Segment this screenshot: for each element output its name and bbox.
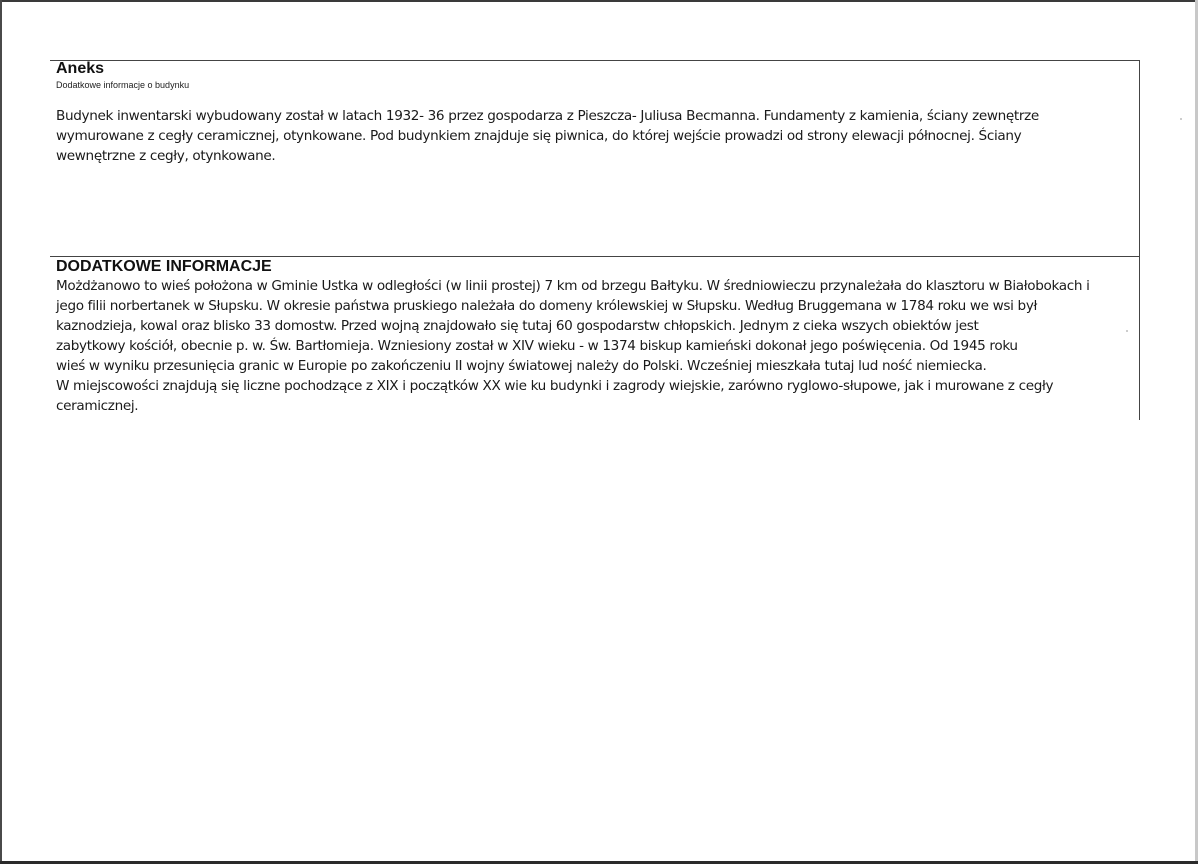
aneks-top-rule xyxy=(50,60,1140,61)
dodatkowe-body-line: kaznodzieja, kowal oraz blisko 33 domostw. Przed wojną znajdowało się tutaj 60 gospodarstw chłopskich. Jednym z cieka wszych obiektów jest xyxy=(56,318,979,334)
dodatkowe-body-line: Możdżanowo to wieś położona w Gminie Ustka w odległości (w linii prostej) 7 km od brzegu Bałtyku. W średniowieczu przynależała do klasztoru w Białobokach i xyxy=(56,278,1090,294)
aneks-title: Aneks xyxy=(56,60,105,77)
dodatkowe-informacje-body xyxy=(56,276,1134,416)
scan-speck xyxy=(1180,118,1182,120)
dodatkowe-body-line: jego filii norbertanek w Słupsku. W okresie państwa pruskiego należała do domeny królewskiej w Słupsku. Według Bruggemana w 1784 roku we wsi był xyxy=(56,298,1038,314)
dodatkowe-right-rule xyxy=(1139,256,1140,420)
scan-edge-left xyxy=(0,0,2,864)
dodatkowe-body-line: W miejscowości znajdują się liczne pochodzące z XIX i początków XX wie ku budynki i zagrody wiejskie, zarówno ryglowo-słupowe, jak i murowane z cegły xyxy=(56,378,1054,394)
scan-speck xyxy=(1126,330,1128,332)
dodatkowe-body-line: zabytkowy kościół, obecnie p. w. Św. Bartłomieja. Wzniesiony został w XIV wieku - w 1374 biskup kamieński dokonał jego poświęcenia. Od 1945 roku xyxy=(56,338,1018,354)
aneks-subtitle: Dodatkowe informacje o budynku xyxy=(56,80,190,90)
section-divider-rule xyxy=(50,256,1140,257)
aneks-body-line: wymurowane z cegły ceramicznej, otynkowane. Pod budynkiem znajduje się piwnica, do której wejście prowadzi od strony elewacji północnej. Ściany xyxy=(56,128,1022,144)
scan-edge-top xyxy=(0,0,1198,2)
dodatkowe-informacje-title: DODATKOWE INFORMACJE xyxy=(56,258,272,275)
dodatkowe-body-line: ceramicznej. xyxy=(56,398,139,414)
aneks-body xyxy=(56,106,1126,166)
aneks-body-line: Budynek inwentarski wybudowany został w latach 1932- 36 przez gospodarza z Pieszcza- Juliusa Becmanna. Fundamenty z kamienia, ściany zewnętrze xyxy=(56,108,1039,124)
dodatkowe-body-line: wieś w wyniku przesunięcia granic w Europie po zakończeniu II wojny światowej należy do Polski. Wcześniej mieszkała tutaj lud ność niemiecka. xyxy=(56,358,987,374)
aneks-body-line: wewnętrzne z cegły, otynkowane. xyxy=(56,148,276,164)
aneks-right-rule xyxy=(1139,60,1140,256)
